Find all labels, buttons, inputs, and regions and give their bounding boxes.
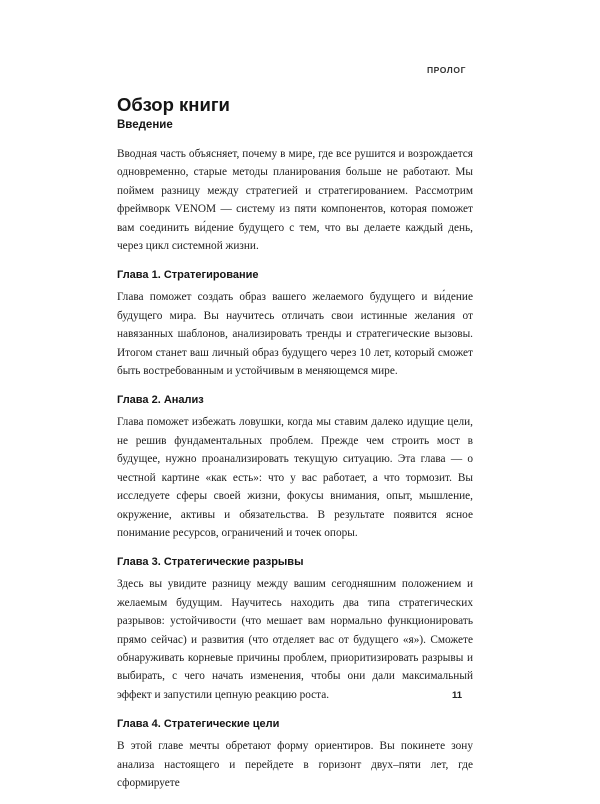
- chapter-paragraph: Глава поможет создать образ вашего желаемого будущего и ви́дение будущего мира. Вы научитесь отличать свои истинные желания от навязанных шаблонов, анализировать тренды и стратегические вызовы. Итогом станет ваш личный образ будущего через 10 лет, который сможет быть востребованным и устойчивым в меняющемся мире.: [117, 291, 473, 378]
- chapter-paragraph: Здесь вы увидите разницу между вашим сегодняшним положением и желаемым будущим. Научитесь находить два типа стратегических разрывов: устойчивости (что мешает вам нормально функционировать прямо сейчас) и развития (что отделяет вас от будущего «я»). Сможете обнаруживать корневые причины проблем, приоритизировать разрывы и выбирать, с чего начать изменения, чтобы они дали максимальный эффект и запустили цепную реакцию роста.: [117, 578, 473, 701]
- chapter-paragraph: Глава поможет избежать ловушки, когда мы ставим далеко идущие цели, не решив фундаментальных проблем. Прежде чем строить мост в будущее, нужно проанализировать текущую ситуацию. Эта глава — о честной картине «как есть»: что у вас работает, а что тормозит. Вы исследуете сферы своей жизни, фокусы внимания, опыт, мышление, окружение, активы и обязательства. В результате появится ясное понимание ресурсов, ограничений и точек опоры.: [117, 416, 473, 539]
- page-content: [117, 93, 473, 804]
- section-subtitle: Введение: [117, 119, 173, 131]
- page-number: 11: [451, 690, 462, 701]
- page-title: Обзор книги: [117, 94, 230, 115]
- chapter-heading: Глава 3. Стратегические разрывы: [117, 556, 304, 569]
- chapter-heading: Глава 2. Анализ: [117, 394, 204, 407]
- chapter-heading: Глава 1. Стратегирование: [117, 269, 259, 282]
- chapter-paragraph: В этой главе мечты обретают форму ориентиров. Вы покинете зону анализа настоящего и перейдете в горизонт двух–пяти лет, где сформируете: [117, 740, 473, 789]
- running-head: ПРОЛОГ: [426, 65, 466, 75]
- intro-paragraph: Вводная часть объясняет, почему в мире, где все рушится и возрождается одновременно, старые методы планирования больше не работают. Мы поймем разницу между стратегией и стратегированием. Рассмотрим фреймворк VENOM — систему из пяти компонентов, которая поможет вам соединить ви́дение будущего с тем, что вы делаете каждый день, через цикл системной жизни.: [117, 148, 473, 253]
- chapter-heading: Глава 4. Стратегические цели: [117, 718, 280, 731]
